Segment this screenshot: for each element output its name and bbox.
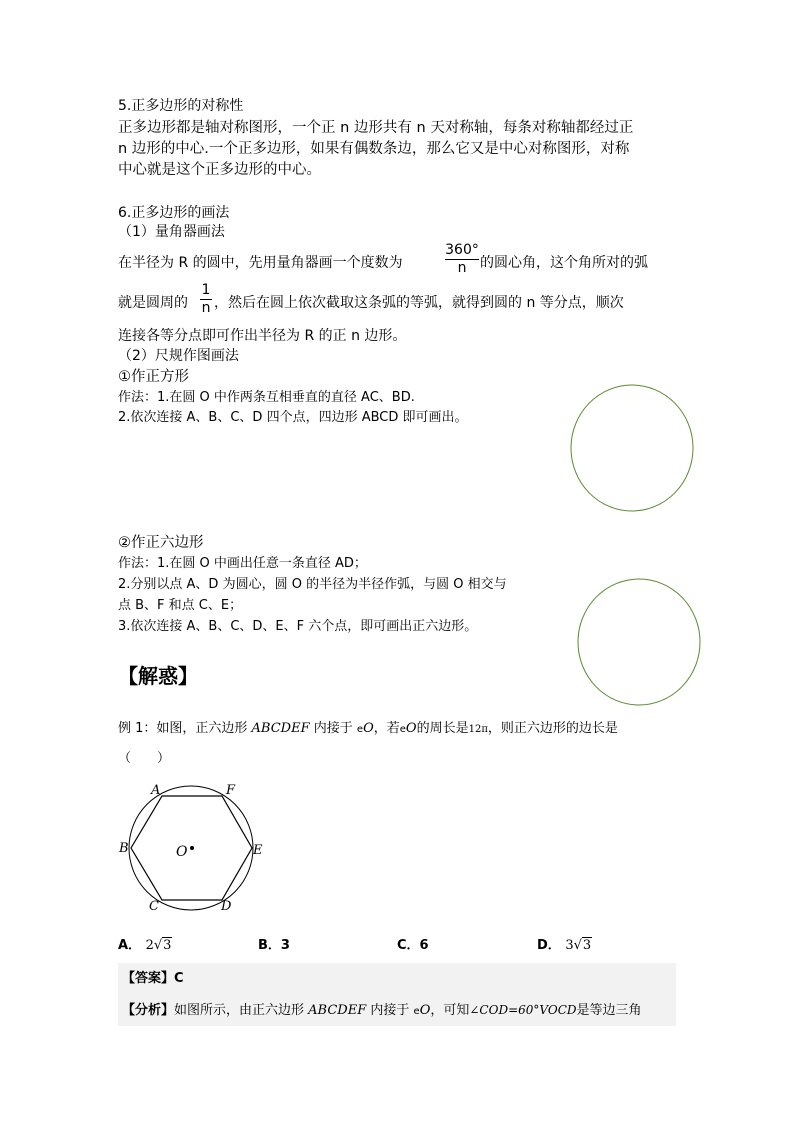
fraction-numerator: 1 <box>201 282 211 298</box>
section5-line1: 正多边形都是轴对称图形，一个正 n 边形共有 n 天对称轴，每条对称轴都经过正 <box>118 120 634 136</box>
fraction-numerator: 360° <box>445 242 479 258</box>
hexagon-figure <box>112 776 272 916</box>
section6-sub1: （1）量角器画法 <box>118 224 225 240</box>
analysis-angle: ∠COD=60° <box>469 1003 540 1017</box>
jiehuo-heading: 【解惑】 <box>118 664 198 688</box>
analysis-box <box>118 996 676 1026</box>
option-A-value: 2√3 <box>145 938 172 953</box>
section5-line3: 中心就是这个正多边形的中心。 <box>118 162 321 178</box>
analysis-triangle: VOCD <box>539 1003 577 1017</box>
hexagon-step3: 点 B、F 和点 C、E； <box>118 598 243 613</box>
label-D: D <box>221 899 232 914</box>
hexagon-step1: 作法：1.在圆 O 中画出任意一条直径 AD； <box>118 556 367 571</box>
analysis-text-c: ，可知 <box>430 1003 470 1018</box>
q-circle-O: O <box>363 721 374 736</box>
section5-title: 5.正多边形的对称性 <box>118 98 244 114</box>
option-B[interactable]: B．3 <box>258 938 290 953</box>
option-D[interactable] <box>537 934 592 953</box>
analysis-text-a: 如图所示，由正六边形 <box>174 1003 305 1018</box>
section6-p1b: 的圆心角，这个角所对的弧 <box>480 255 648 271</box>
section6-sub2: （2）尺规作图画法 <box>118 348 239 364</box>
square-step2: 2.依次连接 A、B、C、D 四个点，四边形 ABCD 即可画出。 <box>118 410 468 425</box>
analysis-label: 【分析】 <box>122 1003 175 1018</box>
square-step1: 作法：1.在圆 O 中作两条互相垂直的直径 AC、BD. <box>118 390 415 405</box>
hexagon-title: ②作正六边形 <box>118 535 204 551</box>
q-text-a: 例 1：如图，正六边形 <box>118 721 248 736</box>
answer-box <box>118 963 676 996</box>
analysis-text-d: 是等边三角 <box>576 1003 642 1018</box>
section6-p3: 连接各等分点即可作出半径为 R 的正 n 边形。 <box>118 328 407 344</box>
answer-value: C <box>174 971 184 986</box>
label-E: E <box>253 843 263 858</box>
option-A-label: A． <box>118 938 142 953</box>
option-D-value: 3√3 <box>565 938 592 953</box>
analysis-line <box>122 1000 642 1022</box>
center-point <box>190 846 194 850</box>
hexagon-construction-circle <box>574 574 704 710</box>
answer-line <box>122 969 184 989</box>
option-C[interactable]: C．6 <box>397 938 429 953</box>
square-construction-circle <box>566 380 698 516</box>
q-circle-symbol: e <box>356 724 364 735</box>
section6-p2a: 就是圆周的 <box>118 295 188 311</box>
q-circle-symbol-2: e <box>399 724 406 735</box>
example1-question <box>118 719 618 740</box>
example1-paren: （ ） <box>118 751 171 766</box>
analysis-text-b: 内接于 <box>370 1003 410 1018</box>
q-text-d: 的周长是 <box>416 721 469 736</box>
section6-p1a: 在半径为 R 的圆中，先用量角器画一个度数为 <box>118 255 403 271</box>
section6-p2b: ，然后在圆上依次截取这条弧的等弧，就得到圆的 n 等分点，顺次 <box>214 295 624 311</box>
section6-title: 6.正多边形的画法 <box>118 205 230 221</box>
fraction-denominator: n <box>201 300 211 316</box>
label-B: B <box>119 841 129 856</box>
fraction-360-over-n <box>445 242 479 277</box>
q-text-e: ，则正六边形的边长是 <box>487 721 618 736</box>
section5-line2: n 边形的中心.一个正多边形，如果有偶数条边，那么它又是中心对称图形，对称 <box>118 141 630 157</box>
q-text-b: 内接于 <box>313 721 353 736</box>
answer-label: 【答案】 <box>122 971 175 986</box>
analysis-circle-symbol: e <box>413 1006 420 1017</box>
hexagon-step4: 3.依次连接 A、B、C、D、E、F 六个点，即可画出正六边形。 <box>118 619 478 634</box>
label-A: A <box>151 783 161 798</box>
square-title: ①作正方形 <box>118 369 189 385</box>
option-A[interactable] <box>118 934 172 953</box>
hexagon-step2: 2.分别以点 A、D 为圆心，圆 O 的半径为半径作弧，与圆 O 相交与 <box>118 577 507 592</box>
fraction-1-over-n <box>200 282 212 317</box>
label-F: F <box>226 783 236 798</box>
q-circumference: 12π <box>468 724 488 735</box>
option-D-label: D． <box>537 938 561 953</box>
analysis-circle-O: O <box>419 1003 431 1018</box>
label-C: C <box>149 899 159 914</box>
q-text-c: ，若 <box>373 721 400 736</box>
fraction-denominator: n <box>445 259 479 277</box>
q-circle-O-2: O <box>405 721 417 736</box>
q-polygon: ABCDEF <box>251 721 310 736</box>
label-O: O <box>176 844 188 860</box>
analysis-polygon: ABCDEF <box>308 1003 367 1018</box>
